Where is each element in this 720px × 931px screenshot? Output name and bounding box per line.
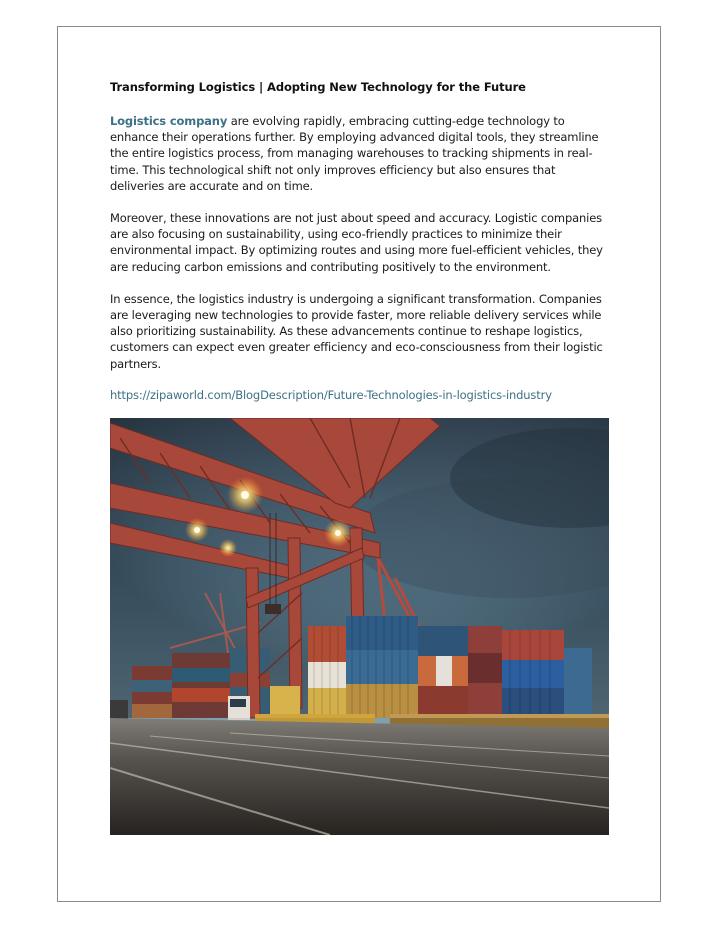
- document-content: [110, 80, 610, 417]
- paragraph-1-text: are evolving rapidly, embracing cutting-edge technology to enhance their operations further. By employing advanced digital tools, they streamline the entire logistics process, from managing warehouses to tracking shipments in real-time. This technological shift not only improves efficiency but also ensures that deliveries are accurate and on time.: [110, 114, 599, 193]
- paragraph-1: [110, 113, 610, 194]
- shipping-port-photo: [110, 418, 609, 835]
- document-page: [57, 26, 661, 902]
- paragraph-3: In essence, the logistics industry is undergoing a significant transformation. Companies are leveraging new technologies to provide faster, more reliable delivery services while also prioritizing sustainability. As these advancements continue to reshape logistics, customers can expect even greater efficiency and eco-consciousness from their logistic partners.: [110, 291, 603, 371]
- source-link[interactable]: https://zipaworld.com/BlogDescription/Future-Technologies-in-logistics-industry: [110, 387, 552, 402]
- paragraph-2: Moreover, these innovations are not just about speed and accuracy. Logistic companies are also focusing on sustainability, using eco-friendly practices to minimize their environmental impact. By optimizing routes and using more fuel-efficient vehicles, they are reducing carbon emissions and contributing positively to the environment.: [110, 211, 603, 274]
- logistics-company-link[interactable]: Logistics company: [110, 114, 228, 128]
- document-title: Transforming Logistics | Adopting New Technology for the Future: [110, 80, 526, 94]
